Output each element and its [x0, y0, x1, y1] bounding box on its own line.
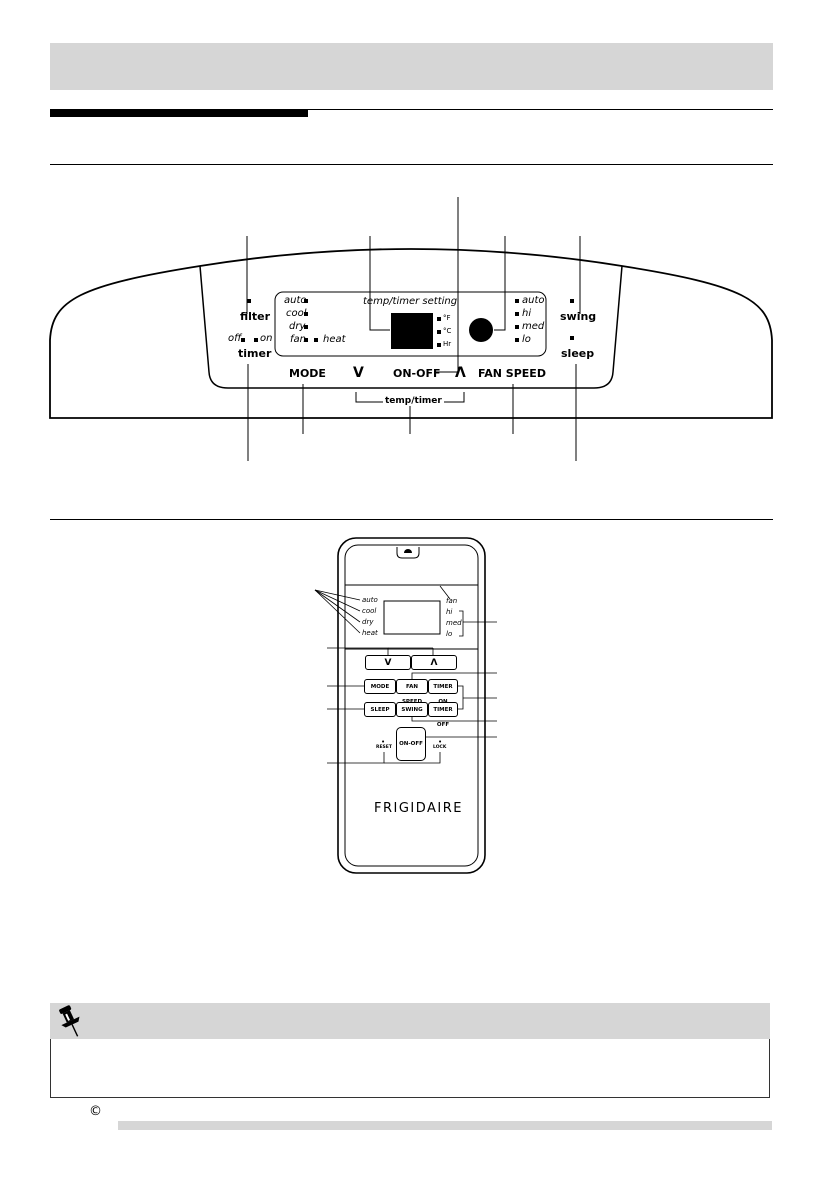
tip-header-band — [50, 1003, 770, 1039]
remote-mode-cool: cool — [362, 607, 377, 615]
remote-fan-hi: hi — [446, 608, 453, 616]
timer-off-label: off — [228, 333, 242, 344]
temp-up-button[interactable]: Λ — [455, 365, 466, 381]
remote-mode-heat: heat — [362, 629, 378, 637]
remote-mode-dry: dry — [362, 618, 374, 626]
remote-reset-label[interactable]: RESET — [376, 745, 392, 750]
remote-swing-button[interactable]: SWING — [396, 702, 428, 717]
footer-band — [118, 1121, 772, 1130]
remote-fan-label: fan — [446, 597, 458, 605]
timer-on-label: on — [260, 333, 273, 344]
digit-display — [391, 313, 433, 349]
remote-lock-label[interactable]: LOCK — [433, 745, 447, 750]
remote-fan-speed-button[interactable]: FAN — [396, 679, 428, 694]
remote-fan-med: med — [446, 619, 462, 627]
mode-fan-label: fan — [290, 334, 306, 345]
mode-dry-label: dry — [289, 321, 306, 332]
fan-speed-button[interactable]: FAN SPEED — [478, 367, 546, 380]
remote-mode-auto: auto — [362, 596, 378, 604]
fan-med-label: med — [522, 321, 545, 332]
fan-hi-label: hi — [522, 308, 532, 319]
setting-title: temp/timer setting — [363, 296, 458, 307]
remote-timer-off-button[interactable]: TIMER OFF — [428, 702, 458, 717]
remote-mode-button[interactable]: MODE — [364, 679, 396, 694]
sleep-label: sleep — [561, 347, 595, 360]
temp-down-button[interactable]: V — [353, 365, 364, 381]
mode-heat-label: heat — [323, 334, 346, 345]
fan-lo-label: lo — [522, 334, 531, 345]
timer-label: timer — [238, 347, 272, 360]
indicator-lamp — [469, 318, 493, 342]
remote-lock-dot: • — [438, 738, 443, 746]
remote-on-off-button[interactable]: ON-OFF — [396, 727, 426, 761]
remote-timer-on-button[interactable]: TIMER — [428, 679, 458, 694]
remote-reset-dot: • — [381, 738, 386, 746]
swing-label: swing — [560, 310, 597, 323]
unit-hr-label: Hr — [443, 340, 452, 348]
fan-auto-label: auto — [522, 295, 545, 306]
on-off-button[interactable]: ON-OFF — [393, 367, 441, 380]
mode-button[interactable]: MODE — [289, 367, 326, 380]
remote-up-button[interactable]: Λ — [411, 655, 457, 670]
copyright-symbol: © — [89, 1104, 102, 1119]
remote-fan-lo: lo — [446, 630, 453, 638]
unit-f-label: °F — [443, 314, 451, 322]
remote-brand-logo: FRIGIDAIRE — [374, 801, 464, 816]
remote-down-button[interactable]: V — [365, 655, 411, 670]
temp-timer-label: temp/timer — [385, 396, 442, 406]
unit-c-label: °C — [443, 327, 452, 335]
filter-label: filter — [240, 310, 271, 323]
mode-auto-label: auto — [284, 295, 307, 306]
remote-sleep-button[interactable]: SLEEP — [364, 702, 396, 717]
mode-cool-label: cool — [286, 308, 307, 319]
